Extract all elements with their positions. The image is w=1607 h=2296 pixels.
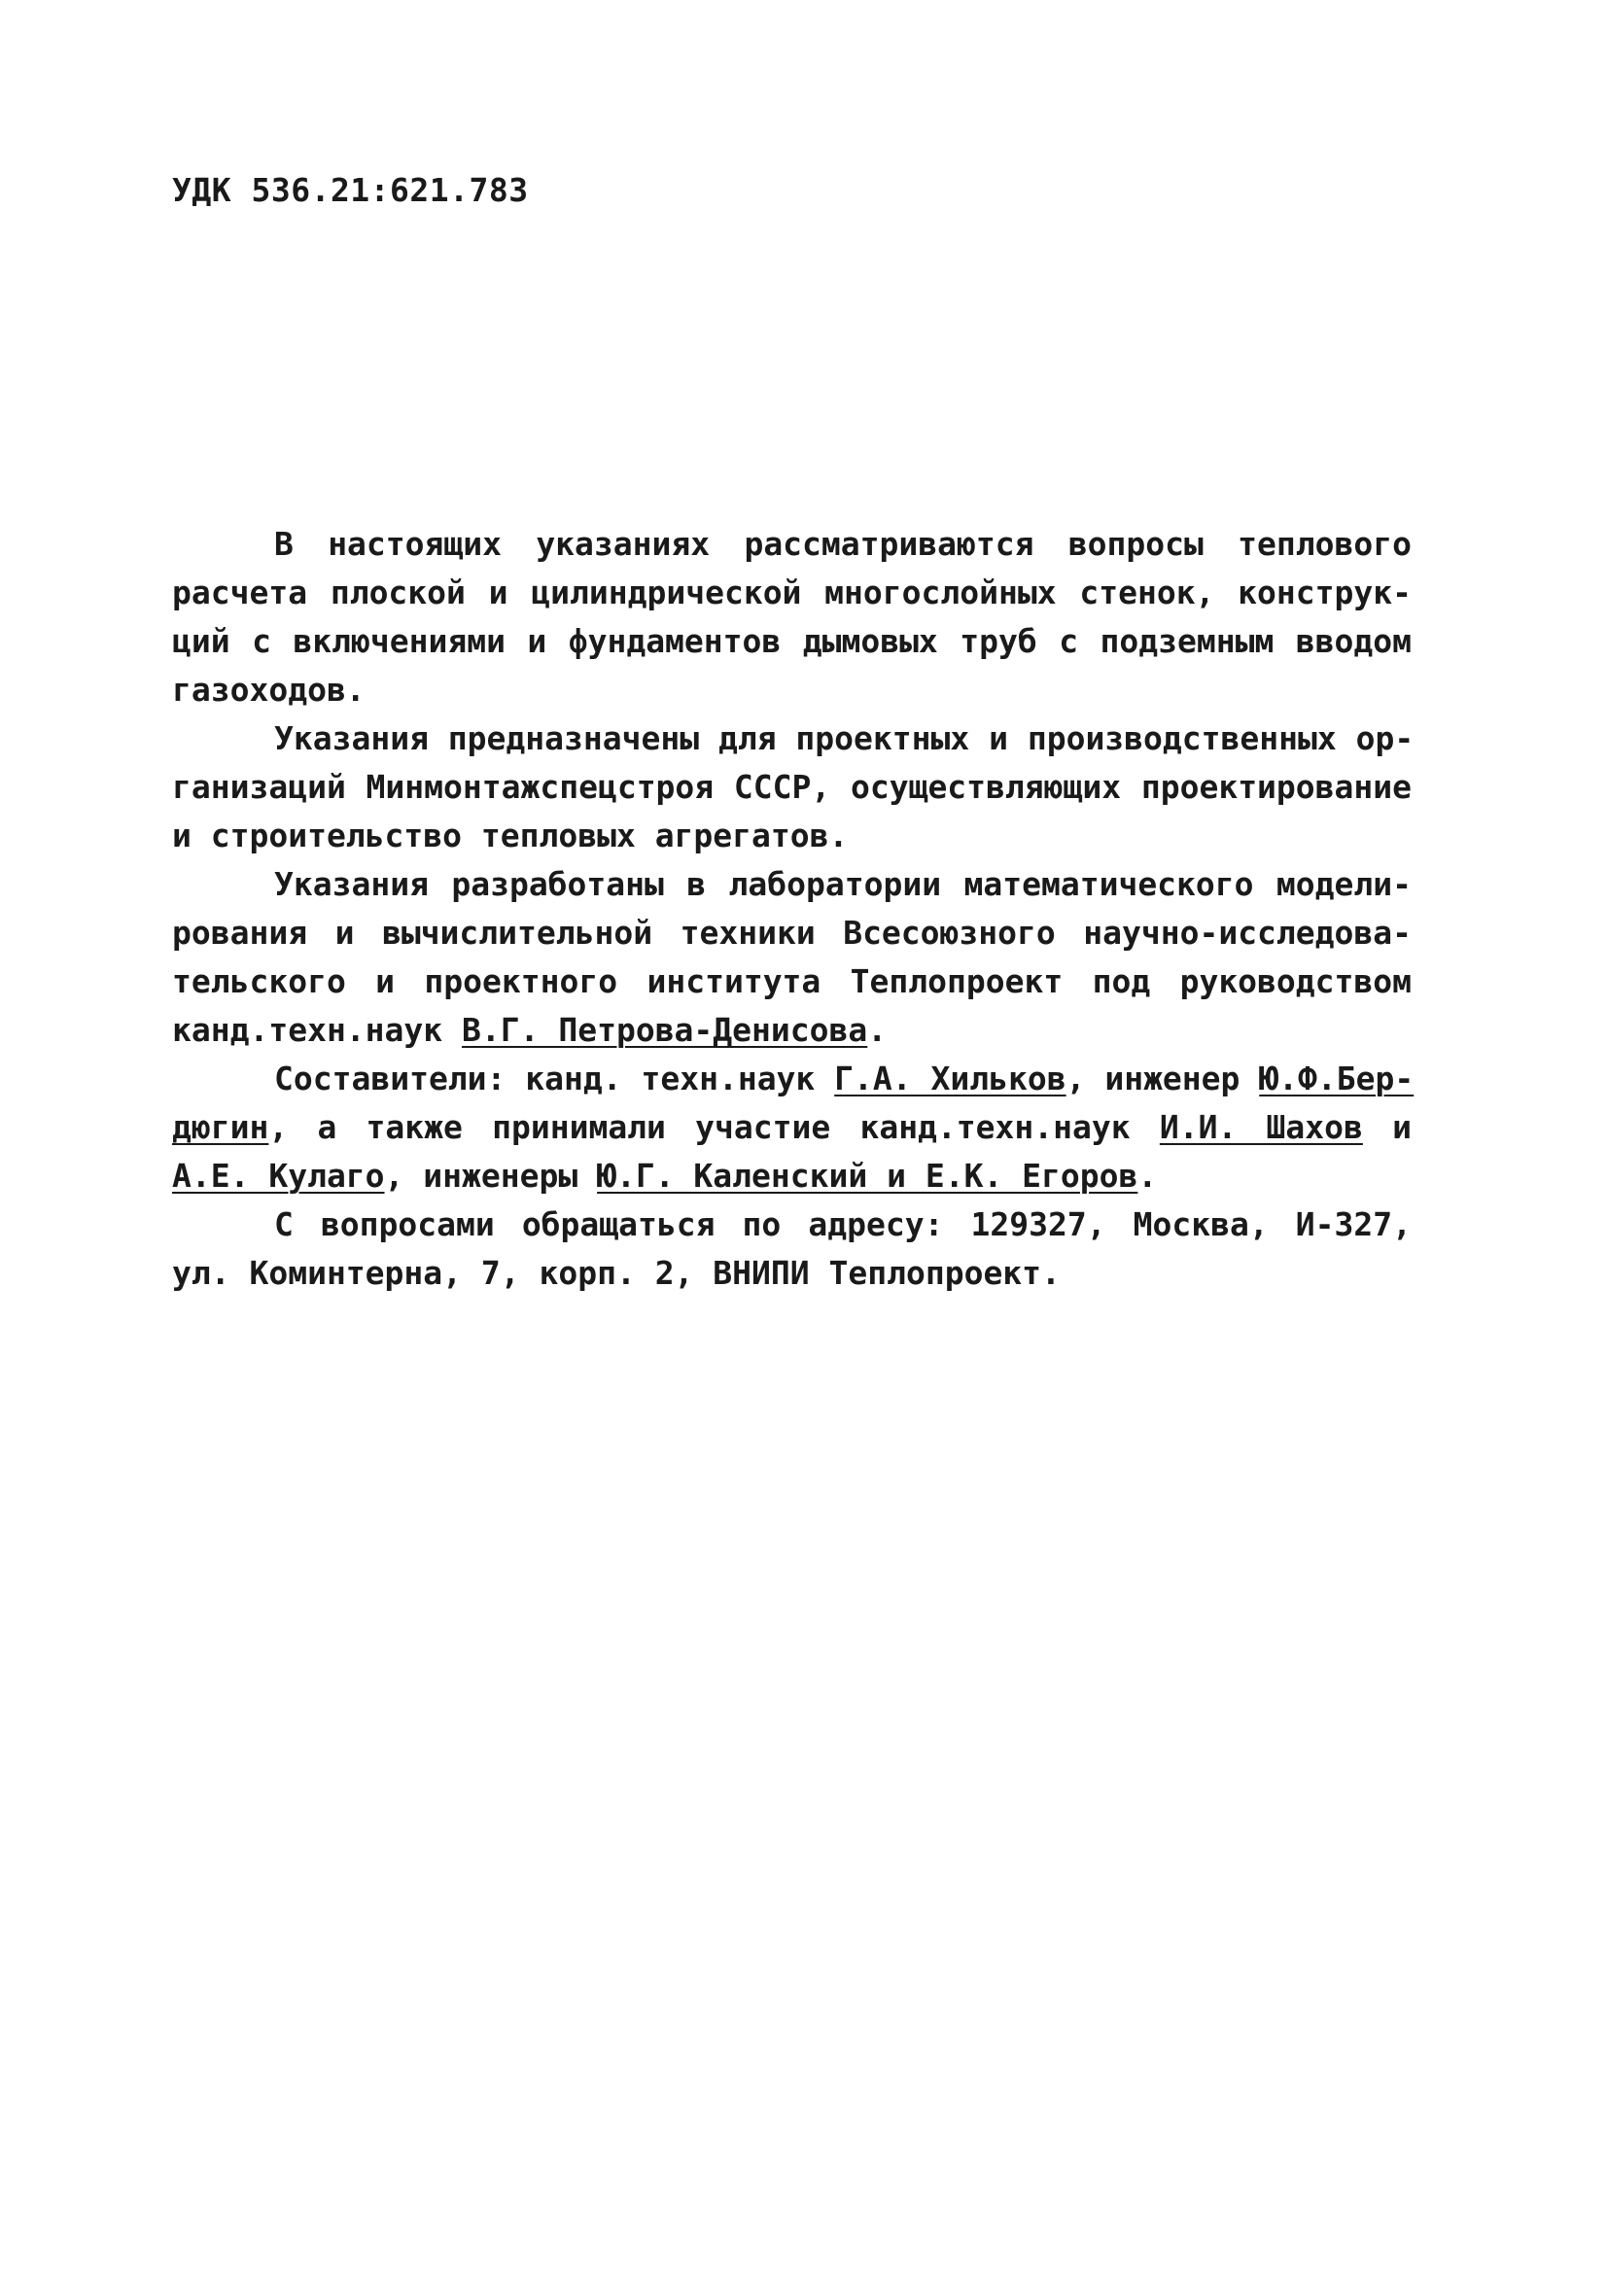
paragraph-contact (172, 1200, 1412, 1298)
text-fragment: , инженер (1066, 1060, 1260, 1097)
text-line (172, 1103, 1412, 1152)
text-line: газоходов. (172, 671, 366, 709)
text-fragment: , а также принимали участие канд.техн.наук (268, 1108, 1160, 1146)
text-line: ганизаций Минмонтажспецстроя СССР, осуществляющих проектирование (172, 768, 1412, 806)
paragraph-scope (172, 520, 1412, 714)
author-name: Ю.Г. Каленский и Е.К. Егоров (597, 1157, 1138, 1195)
text-line: Указания разработаны в лаборатории математического модели- (274, 865, 1412, 903)
udc-code: УДК 536.21:621.783 (172, 171, 529, 209)
text-line: Указания предназначены для проектных и производственных ор- (274, 719, 1415, 757)
text-fragment: Составители: канд. техн.наук (274, 1060, 835, 1097)
text-line: С вопросами обращаться по адресу: 129327, Москва, И-327, (274, 1205, 1412, 1243)
annotation-text (172, 520, 1415, 1298)
text-fragment: канд.техн.наук (172, 1011, 463, 1049)
text-line: канд.техн.наук В.Г. Петрова-Денисова. (172, 1011, 888, 1049)
text-line: ций с включениями и фундаментов дымовых труб с подземным вводом (172, 622, 1412, 660)
text-line: расчета плоской и цилиндрической многослойных стенок, конструк- (172, 574, 1412, 611)
supervisor-name: В.Г. Петрова-Денисова (462, 1011, 868, 1049)
text-line: тельского и проектного института Теплопроект под руководством (172, 962, 1412, 1000)
text-line: рования и вычислительной техники Всесоюзного научно-исследова- (172, 914, 1412, 952)
text-fragment: и (1362, 1108, 1412, 1146)
text-line (172, 1055, 1415, 1103)
text-line (172, 1152, 1412, 1200)
author-name: А.Е. Кулаго (172, 1157, 385, 1195)
author-name: Ю.Ф.Бер- (1259, 1060, 1415, 1097)
text-line: ул. Коминтерна, 7, корп. 2, ВНИПИ Теплопроект. (172, 1254, 1061, 1292)
author-name: Г.А. Хильков (834, 1060, 1066, 1097)
text-line: и строительство тепловых агрегатов. (172, 817, 849, 854)
author-name: И.И. Шахов (1159, 1108, 1363, 1146)
text-fragment: , инженеры (384, 1157, 598, 1195)
text-fragment: . (1137, 1157, 1158, 1195)
paragraph-authors (172, 1055, 1415, 1200)
text-line: В настоящих указаниях рассматриваются вопросы теплового (274, 525, 1412, 563)
paragraph-purpose (172, 714, 1415, 860)
paragraph-developers (172, 860, 1412, 1055)
author-name: дюгин (172, 1108, 269, 1146)
